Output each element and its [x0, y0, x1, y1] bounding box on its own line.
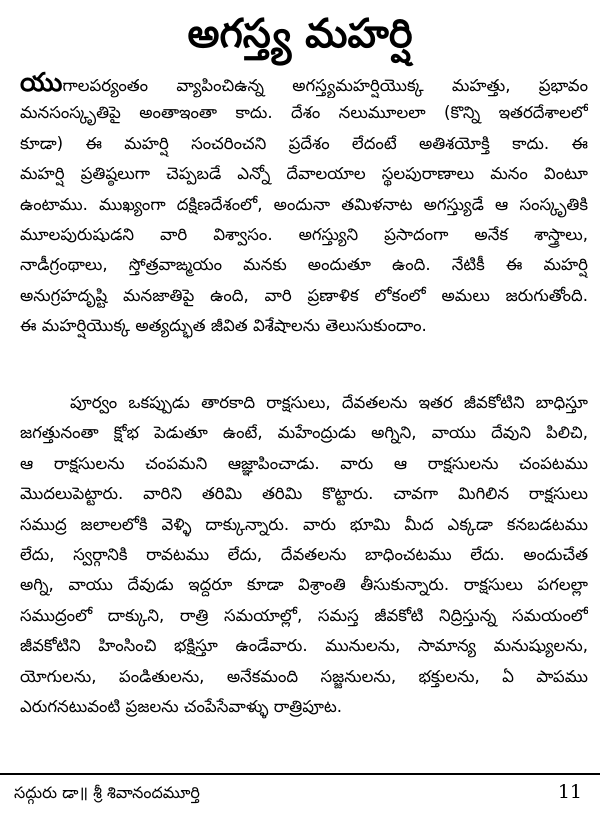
paragraph-line: మహర్షి ప్రతిష్ఠలుగా చెప్పబడే ఎన్నో దేవాలయాల స్థలపురాణాలు మనం వింటూ: [20, 164, 588, 184]
paragraph-line: నాడీగ్రంథాలు, స్తోత్రవాఙ్మయం మనకు అందుతూ ఉంది. నేటికీ ఈ మహర్షి: [20, 255, 588, 275]
footer-author: సద్గురు డా॥ శ్రీ శివానందమూర్తి: [14, 783, 200, 802]
page-number: 11: [557, 781, 582, 803]
footer-divider: [0, 773, 600, 775]
paragraph-line: [20, 68, 588, 98]
paragraph-line: మొదలుపెట్టారు. వారిని తరిమి తరిమి కొట్టారు. చావగా మిగిలిన రాక్షసులు: [20, 484, 588, 504]
paragraph-line: ఆ రాక్షసులను చంపమని ఆజ్ఞాపించాడు. వారు ఆ రాక్షసులను చంపటము: [20, 453, 588, 473]
paragraph-line: పూర్వం ఒకప్పుడు తారకాది రాక్షసులు, దేవతలను ఇతర జీవకోటిని బాధిస్తూ: [70, 393, 588, 412]
paragraph-line: జగత్తునంతా క్షోభ పెడుతూ ఉంటే, మహేంద్రుడు అగ్నిని, వాయు దేవుని పిలిచి,: [20, 423, 588, 443]
paragraph-line: ఎరుగనటువంటి ప్రజలను చంపేసేవాళ్ళు రాత్రిపూట.: [20, 696, 343, 716]
paragraph-line: ఉంటాము. ముఖ్యంగా దక్షిణదేశంలో, అందునా తమిళనాట అగస్త్యుడే ఆ సంస్కృతికి: [20, 194, 588, 214]
paragraph-line: యోగులను, పండితులను, అనేకమంది సజ్జనులను, భక్తులను, ఏ పాపము: [20, 666, 588, 686]
paragraph-line: లేదు, స్వర్గానికి రావటము లేదు, దేవతలను బాధించటము లేదు. అందుచేత: [20, 544, 588, 564]
paragraph-line: సముద్రంలో దాక్కుని, రాత్రి సమయాల్లో, సమస్త జీవకోటి నిద్రిస్తున్న సమయంలో: [20, 605, 588, 625]
line-text: గాలపర్యంతం వ్యాపించిఉన్న అగస్త్యమహర్షియొక్క మహత్తు, ప్రభావం: [62, 76, 588, 95]
paragraph-story: [20, 388, 588, 722]
paragraph-line: ఈ మహర్షియొక్క అత్యద్భుత జీవిత విశేషాలను తెలుసుకుందాం.: [20, 316, 427, 336]
paragraph-line: సముద్ర జలాలలోకి వెళ్ళి దాక్కున్నారు. వారు భూమి మీద ఎక్కడా కనబడటము: [20, 514, 588, 534]
drop-cap: యు: [20, 68, 63, 98]
paragraph-line: అగ్ని, వాయు దేవుడు ఇద్దరూ కూడా విశ్రాంతి తీసుకున్నారు. రాక్షసులు పగలల్లా: [20, 575, 588, 595]
paragraph-line: మనసంస్కృతిపై అంతాఇంతా కాదు. దేశం నలుమూలలా (కొన్ని ఇతరదేశాలలో: [20, 103, 588, 123]
paragraph-intro: [20, 68, 588, 342]
paragraph-line: కూడా) ఈ మహర్షి సంచరించని ప్రదేశం లేదంటే అతిశయోక్తి కాదు. ఈ: [20, 133, 588, 153]
paragraph-line: జీవకోటిని హింసించి భక్షిస్తూ ఉండేవారు. మునులను, సామాన్య మనుష్యులను,: [20, 636, 588, 656]
paragraph-line: అనుగ్రహదృష్టి మనజాతిపై ఉంది, వారి ప్రణాళిక లోకంలో అమలు జరుగుతోంది.: [20, 285, 588, 305]
paragraph-line: మూలపురుషుడని వారి విశ్వాసం. అగస్త్యుని ప్రసాదంగా అనేక శాస్త్రాలు,: [20, 224, 588, 244]
page-title: అగస్త్య మహర్షి: [187, 11, 413, 57]
